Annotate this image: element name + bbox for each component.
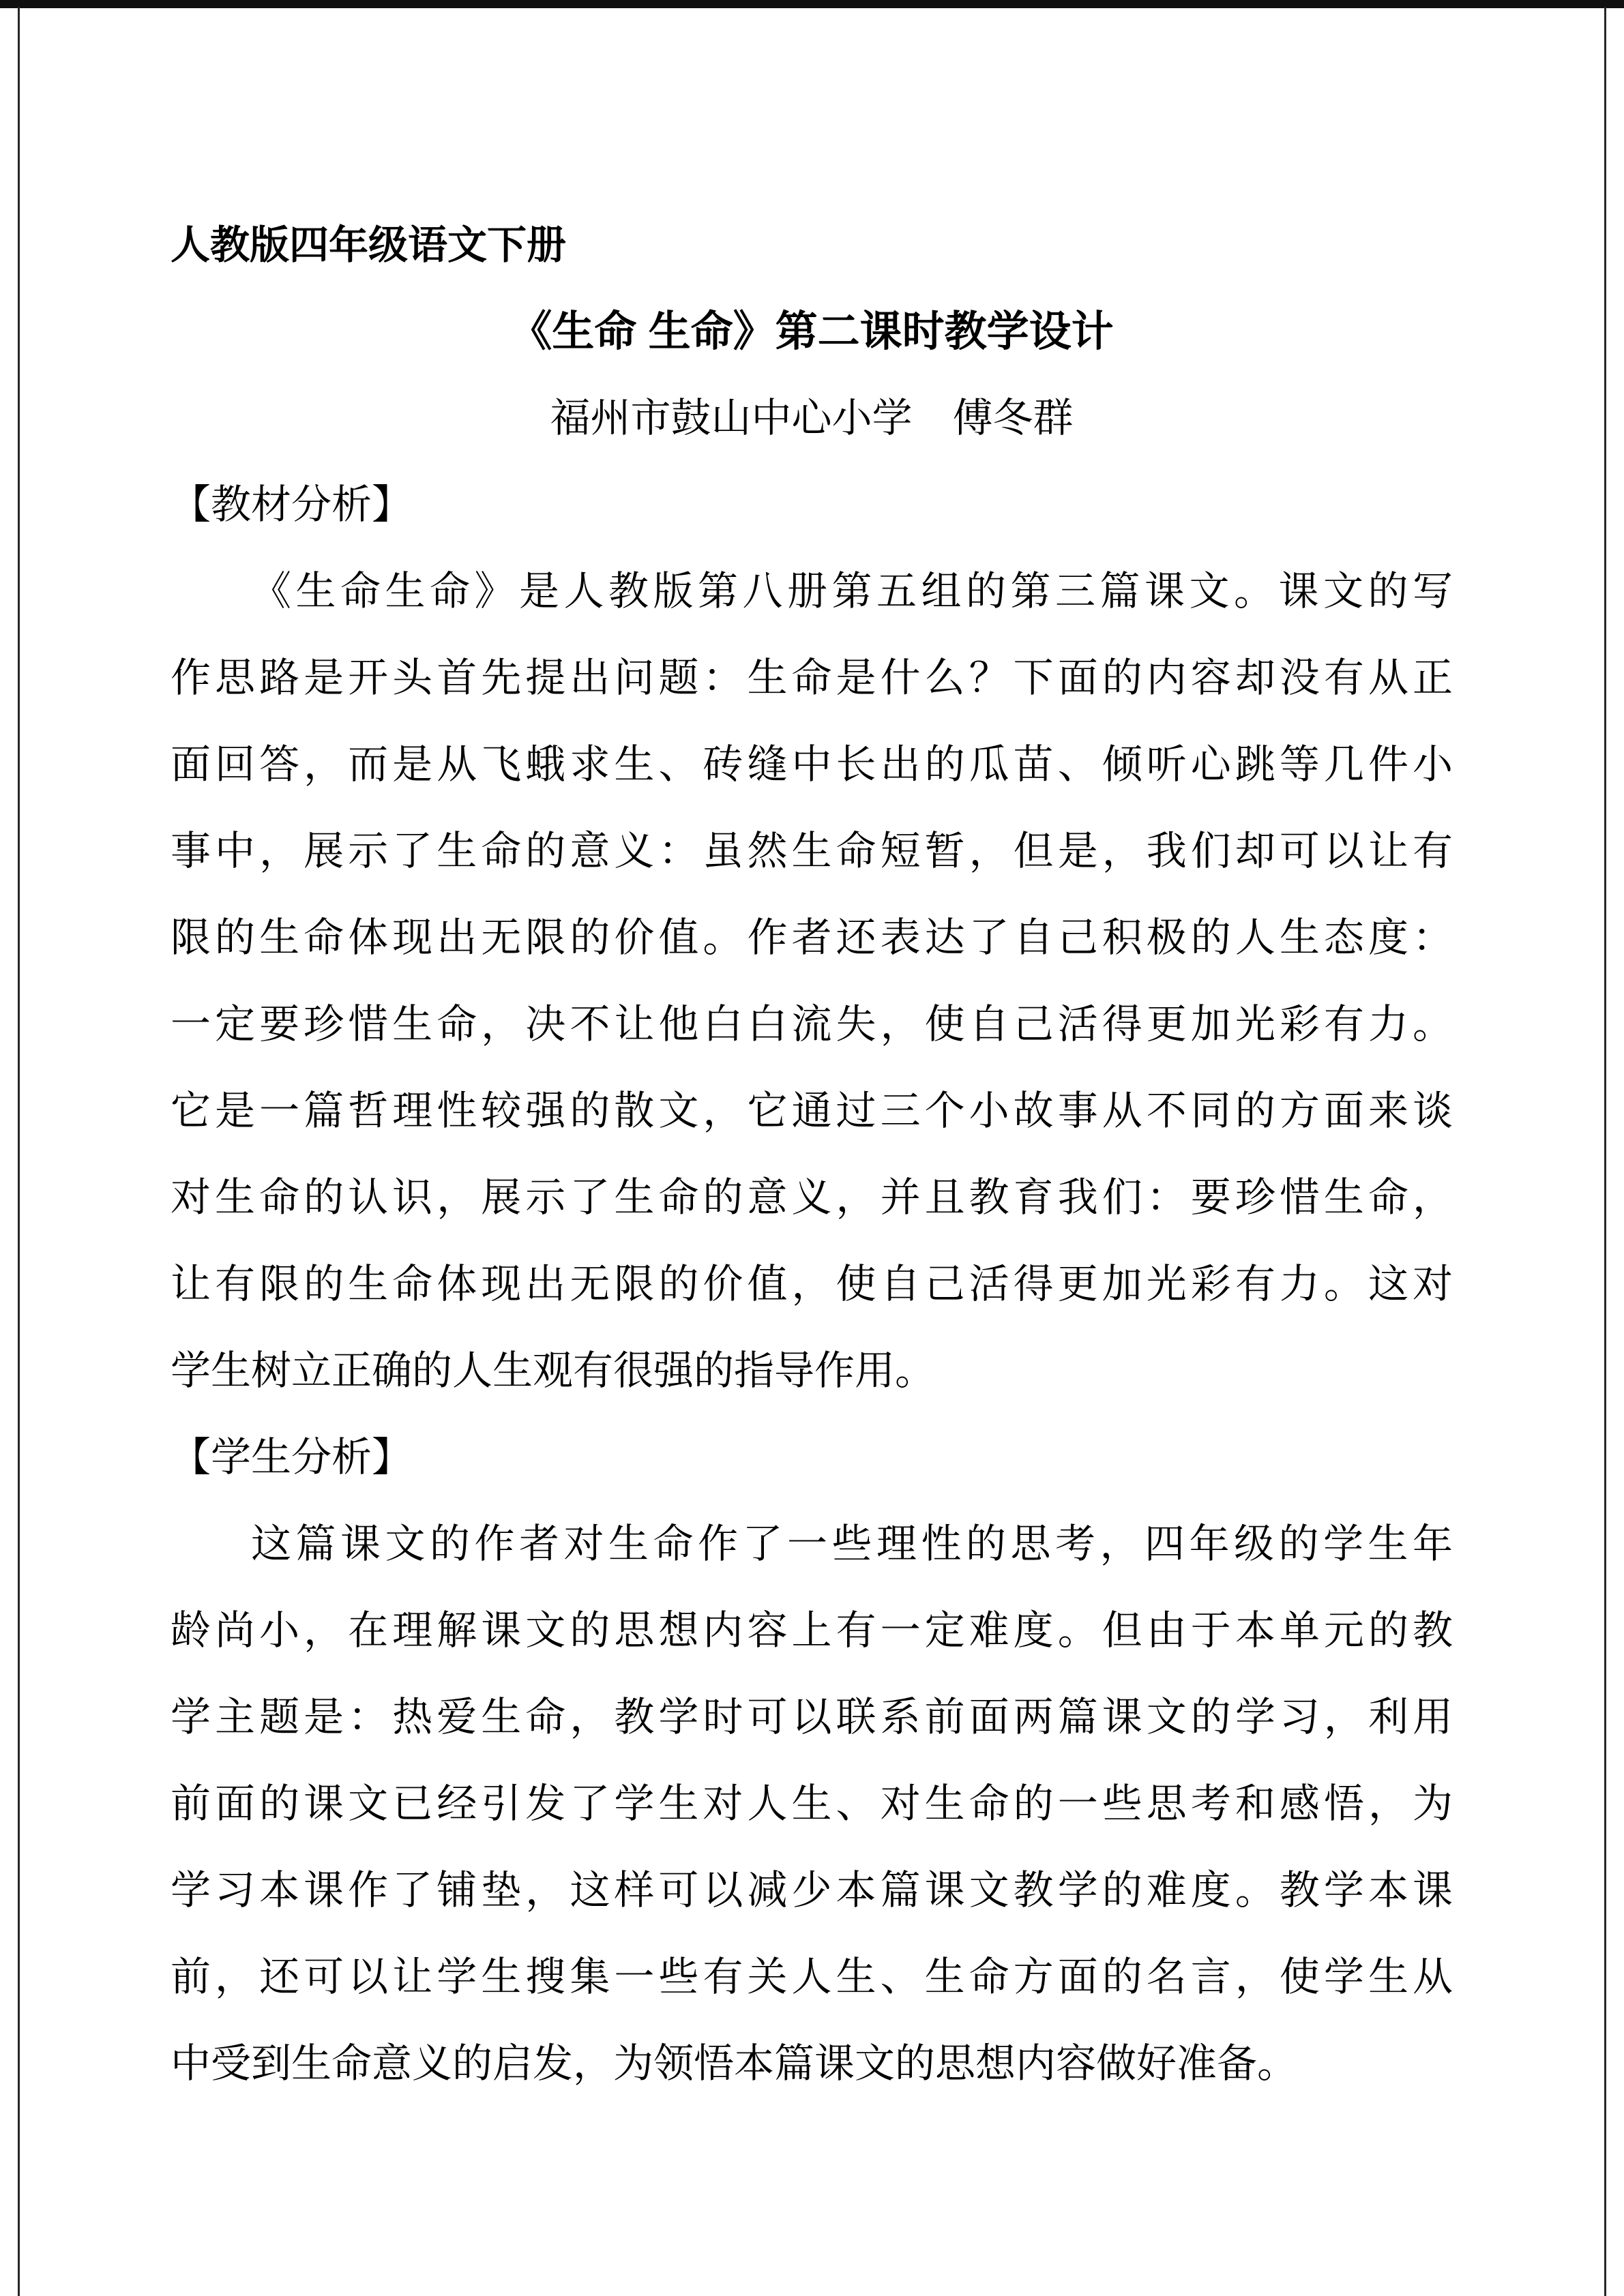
section-student-analysis: [171, 1414, 1453, 2107]
text-line: 一定要珍惜生命，决不让他白白流失，使自己活得更加光彩有力。: [171, 1002, 1453, 1047]
page-right-border: [1604, 7, 1606, 2296]
page-left-border: [18, 7, 20, 2296]
student-analysis-paragraph: [171, 1501, 1453, 2107]
text-line: 面回答，而是从飞蛾求生、砖缝中长出的瓜苗、倾听心跳等几件小: [171, 742, 1453, 787]
text-line: 前面的课文已经引发了学生对人生、对生命的一些思考和感悟，为: [171, 1781, 1453, 1826]
text-line: 中受到生命意义的启发，为领悟本篇课文的思想内容做好准备。: [171, 2041, 1298, 2086]
text-line: 学习本课作了铺垫，这样可以减少本篇课文教学的难度。教学本课: [171, 1868, 1453, 1913]
text-line: 龄尚小，在理解课文的思想内容上有一定难度。但由于本单元的教: [171, 1608, 1453, 1653]
section-heading-material-analysis: 【教材分析】: [171, 482, 413, 527]
text-line: 这篇课文的作者对生命作了一些理性的思考，四年级的学生年: [251, 1521, 1453, 1566]
text-line: 它是一篇哲理性较强的散文，它通过三个小故事从不同的方面来谈: [171, 1088, 1453, 1133]
page-top-border: [0, 0, 1624, 8]
text-line: 事中，展示了生命的意义：虽然生命短暂，但是，我们却可以让有: [171, 829, 1453, 874]
section-heading-student-analysis: 【学生分析】: [171, 1435, 413, 1480]
text-line: 学主题是：热爱生命，教学时可以联系前面两篇课文的学习，利用: [171, 1695, 1453, 1740]
text-line: 限的生命体现出无限的价值。作者还表达了自己积极的人生态度：: [171, 915, 1453, 960]
text-line: 学生树立正确的人生观有很强的指导作用。: [171, 1348, 936, 1393]
text-line: 前，还可以让学生搜集一些有关人生、生命方面的名言，使学生从: [171, 1954, 1453, 1999]
section-material-analysis: [171, 462, 1453, 1414]
author-line: 福州市鼓山中心小学 傅冬群: [550, 396, 1074, 441]
text-line: 《生命生命》是人教版第八册第五组的第三篇课文。课文的写: [251, 569, 1453, 614]
document-content: [171, 202, 1453, 2107]
page-title: 《生命 生命》第二课时教学设计: [510, 308, 1114, 355]
material-analysis-paragraph: [171, 548, 1453, 1414]
text-line: 对生命的认识，展示了生命的意义，并且教育我们：要珍惜生命，: [171, 1175, 1453, 1220]
course-label: 人教版四年级语文下册: [171, 223, 567, 267]
text-line: 让有限的生命体现出无限的价值，使自己活得更加光彩有力。这对: [171, 1262, 1453, 1307]
text-line: 作思路是开头首先提出问题：生命是什么？下面的内容却没有从正: [171, 655, 1453, 700]
